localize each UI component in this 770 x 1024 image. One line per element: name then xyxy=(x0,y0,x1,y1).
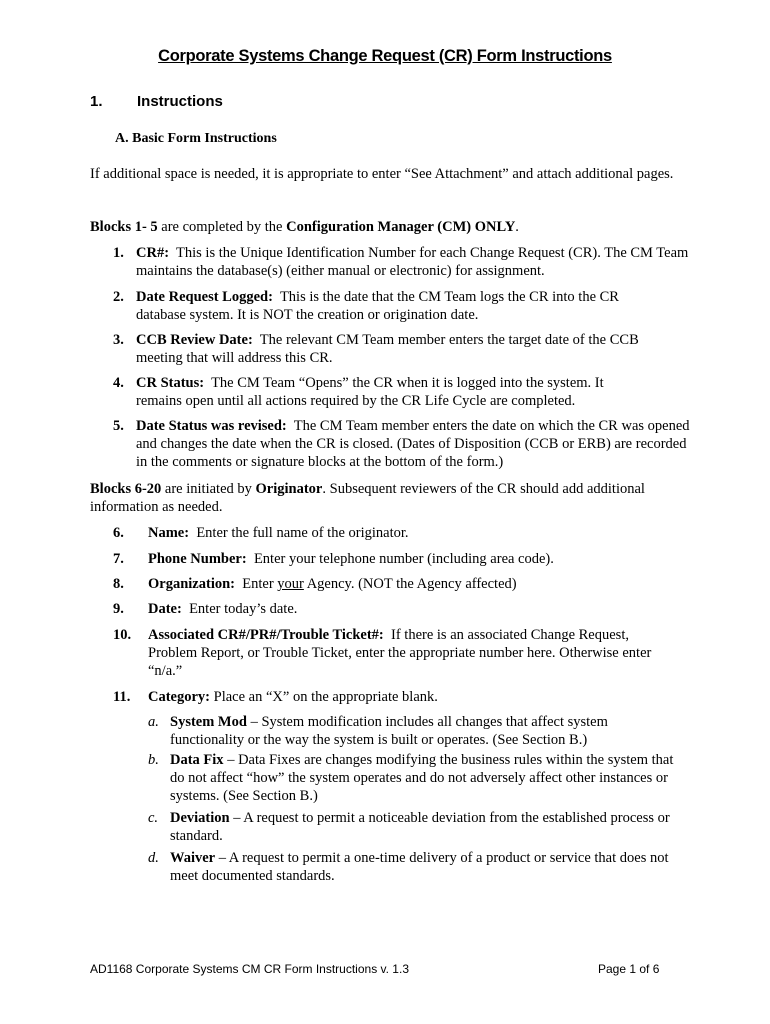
item-label: Category: xyxy=(148,689,211,705)
blocks-text: are completed by the xyxy=(157,219,287,235)
item-text: The CM Team “Opens” the CR when it is logged into the system. It remains open until all actions required by the CR Life Cycle are completed. xyxy=(136,375,604,409)
intro-paragraph: If additional space is needed, it is appropriate to enter “See Attachment” and attach additional pages. xyxy=(90,166,674,182)
footer-page-number: Page 1 of 6 xyxy=(598,962,660,976)
item-text-post: Agency. (NOT the Agency affected) xyxy=(303,576,517,592)
category-body xyxy=(170,713,660,749)
category-label: Deviation xyxy=(170,810,230,826)
page-title: Corporate Systems Change Request (CR) Form Instructions xyxy=(158,47,612,65)
item-body xyxy=(148,600,688,618)
item-number: 8. xyxy=(113,576,124,592)
item-number: 7. xyxy=(113,551,124,567)
section-title: Instructions xyxy=(137,93,223,110)
blocks-text-end: . Subsequent reviewers of the CR should add additional information as needed. xyxy=(90,481,645,515)
item-label: Date Request Logged: xyxy=(136,289,273,305)
item-body xyxy=(136,244,696,280)
category-letter: a. xyxy=(148,714,159,730)
item-number: 10. xyxy=(113,627,132,643)
item-body xyxy=(148,550,688,568)
category-text: – A request to permit a noticeable deviation from the established process or standard. xyxy=(170,810,670,844)
category-text: – A request to permit a one-time delivery of a product or service that does not meet documented standards. xyxy=(170,850,669,884)
item-text: The relevant CM Team member enters the target date of the CCB meeting that will address this CR. xyxy=(136,332,639,366)
blocks-range: Blocks 6-20 xyxy=(90,481,162,497)
subsection-heading: A. Basic Form Instructions xyxy=(115,131,277,146)
item-text: This is the date that the CM Team logs the CR into the CR database system. It is NOT the creation or origination date. xyxy=(136,289,619,323)
category-label: Data Fix xyxy=(170,752,224,768)
item-text: Place an “X” on the appropriate blank. xyxy=(213,689,438,705)
category-label: System Mod xyxy=(170,714,247,730)
item-text: The CM Team member enters the date on which the CR was opened and changes the date when the CR is closed. (Dates of Disposition (CCB or ERB) are recorded in the comments or signature blocks at the bottom of the form.) xyxy=(136,418,690,470)
item-text: Enter your telephone number (including area code). xyxy=(253,551,554,567)
category-letter: b. xyxy=(148,752,159,768)
item-body xyxy=(136,417,691,471)
item-body xyxy=(136,331,676,367)
blocks-text-end: . xyxy=(515,219,519,235)
category-body xyxy=(170,849,680,885)
category-text: – System modification includes all changes that affect system functionality or the way the system is built or operates. (See Section B.) xyxy=(170,714,608,748)
item-text: Enter today’s date. xyxy=(189,601,298,617)
section-number: 1. xyxy=(90,93,103,110)
section-heading xyxy=(90,93,223,110)
item-label: Name: xyxy=(148,525,190,541)
footer-document-id: AD1168 Corporate Systems CM CR Form Instructions v. 1.3 xyxy=(90,962,409,976)
item-number: 1. xyxy=(113,245,124,261)
item-number: 9. xyxy=(113,601,124,617)
item-label: CR Status: xyxy=(136,375,205,391)
item-text: If there is an associated Change Request, Problem Report, or Trouble Ticket, enter the appropriate number here. Otherwise enter “n/a.” xyxy=(148,627,652,679)
item-text: Enter the full name of the originator. xyxy=(196,525,409,541)
item-number: 11. xyxy=(113,689,131,705)
item-body xyxy=(136,288,656,324)
item-body xyxy=(148,688,688,706)
item-body xyxy=(148,626,678,680)
item-text-pre: Enter xyxy=(242,576,278,592)
item-label: Date Status was revised: xyxy=(136,418,287,434)
item-number: 3. xyxy=(113,332,124,348)
item-text: This is the Unique Identification Number for each Change Request (CR). The CM Team maintains the database(s) (either manual or electronic) for assignment. xyxy=(136,245,689,279)
item-label: Associated CR#/PR#/Trouble Ticket#: xyxy=(148,627,384,643)
item-body xyxy=(148,575,688,593)
category-body xyxy=(170,809,685,845)
blocks-role: Originator xyxy=(255,481,323,497)
blocks-range: Blocks 1- 5 xyxy=(90,219,158,235)
blocks-text: are initiated by xyxy=(161,481,256,497)
category-body xyxy=(170,751,675,805)
item-number: 6. xyxy=(113,525,124,541)
item-label: CR#: xyxy=(136,245,170,261)
item-text-underlined: your xyxy=(277,576,304,592)
item-label: CCB Review Date: xyxy=(136,332,253,348)
item-label: Phone Number: xyxy=(148,551,247,567)
item-number: 5. xyxy=(113,418,124,434)
item-body xyxy=(136,374,636,410)
item-label: Organization: xyxy=(148,576,235,592)
category-letter: d. xyxy=(148,850,159,866)
item-number: 2. xyxy=(113,289,124,305)
blocks-role: Configuration Manager (CM) ONLY xyxy=(286,219,516,235)
category-text: – Data Fixes are changes modifying the business rules within the system that do not affect “how” the system operates and do not adversely affect other instances or systems. (See Section B.) xyxy=(170,752,674,804)
blocks-1-5-intro xyxy=(90,218,690,236)
item-body xyxy=(148,524,688,542)
item-label: Date: xyxy=(148,601,182,617)
blocks-6-20-intro xyxy=(90,480,688,516)
category-label: Waiver xyxy=(170,850,216,866)
item-number: 4. xyxy=(113,375,124,391)
category-letter: c. xyxy=(148,810,159,826)
